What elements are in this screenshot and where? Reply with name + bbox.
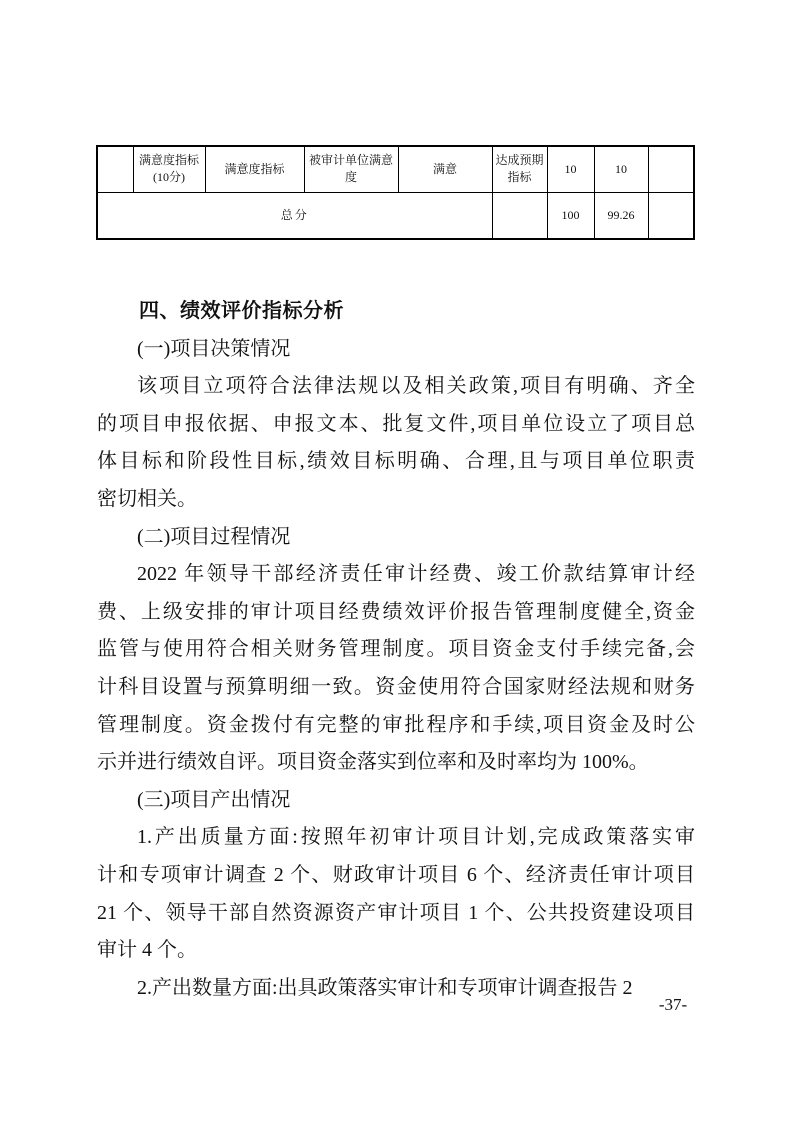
table-row-satisfaction — [97, 146, 694, 192]
paragraph-line: 计和专项审计调查 2 个、财政审计项目 6 个、经济责任审计项目 — [97, 863, 695, 886]
subsection-2-title: (二)项目过程情况 — [137, 525, 291, 548]
paragraph-line: 体目标和阶段性目标,绩效目标明确、合理,且与项目单位职责 — [97, 450, 695, 473]
paragraph-line: 示并进行绩效自评。项目资金落实到位率和及时率均为 100%。 — [97, 751, 649, 774]
score-table — [96, 145, 695, 240]
cell-score: 10 — [594, 146, 648, 192]
cell-indicator-detail: 被审计单位满意度 — [304, 146, 398, 192]
paragraph-line: 的项目申报依据、申报文本、批复文件,项目单位设立了项目总 — [97, 412, 695, 435]
subsection-1-title: (一)项目决策情况 — [137, 337, 291, 360]
cell-empty-left — [97, 146, 133, 192]
paragraph-line: 管理制度。资金拨付有完整的审批程序和手续,项目资金及时公 — [97, 713, 695, 736]
paragraph-line: 该项目立项符合法律法规以及相关政策,项目有明确、齐全 — [137, 375, 695, 398]
paragraph-line: 2.产出数量方面:出具政策落实审计和专项审计调查报告 2 — [137, 976, 633, 999]
subsection-3-title: (三)项目产出情况 — [137, 788, 291, 811]
paragraph-line: 21 个、领导干部自然资源资产审计项目 1 个、公共投资建设项目 — [97, 901, 695, 924]
section-heading: 四、绩效评价指标分析 — [139, 300, 344, 322]
cell-total-weight: 100 — [547, 192, 594, 239]
paragraph-line: 2022 年领导干部经济责任审计经费、竣工价款结算审计经 — [137, 563, 695, 586]
paragraph-line: 1.产出质量方面:按照年初审计项目计划,完成政策落实审 — [137, 826, 695, 849]
cell-total-empty-right — [648, 192, 694, 239]
document-body — [97, 293, 695, 1007]
cell-target-status: 达成预期指标 — [492, 146, 547, 192]
cell-empty-right — [648, 146, 694, 192]
paragraph-line: 监管与使用符合相关财务管理制度。项目资金支付手续完备,会 — [97, 638, 695, 661]
paragraph-line: 费、上级安排的审计项目经费绩效评价报告管理制度健全,资金 — [97, 600, 695, 623]
cell-indicator-category: 满意度指标(10分) — [133, 146, 205, 192]
table-row-total — [97, 192, 694, 239]
paragraph-line: 审计 4 个。 — [97, 939, 197, 962]
cell-total-label: 总分 — [97, 192, 492, 239]
cell-total-score: 99.26 — [594, 192, 648, 239]
paragraph-line: 计科目设置与预算明细一致。资金使用符合国家财经法规和财务 — [97, 675, 695, 698]
cell-total-status-empty — [492, 192, 547, 239]
cell-indicator-name: 满意度指标 — [205, 146, 304, 192]
cell-indicator-result: 满意 — [398, 146, 492, 192]
cell-weight: 10 — [547, 146, 594, 192]
page-number: -37- — [658, 995, 688, 1014]
paragraph-line: 密切相关。 — [97, 487, 197, 510]
